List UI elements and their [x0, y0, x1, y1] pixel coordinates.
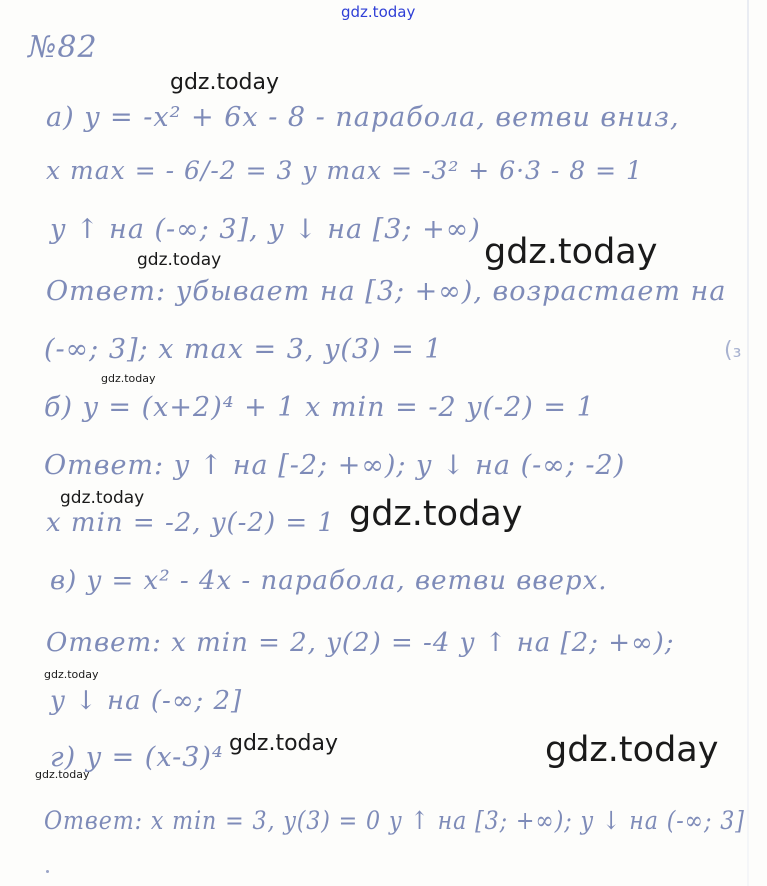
solution-line-3: y ↑ на (-∞; 3], y ↓ на [3; +∞) [50, 214, 481, 245]
pen-dot [46, 870, 49, 873]
watermark: gdz.today [349, 494, 523, 534]
solution-line-1: а) y = -x² + 6x - 8 - парабола, ветви вниз, [46, 102, 680, 133]
watermark: gdz.today [545, 730, 719, 770]
solution-line-12: г) y = (x-3)⁴ [50, 742, 224, 773]
solution-line-5: (-∞; 3]; x max = 3, y(3) = 1 [44, 334, 443, 365]
margin-mark: (₃ [724, 338, 742, 363]
watermark: gdz.today [35, 768, 90, 781]
solution-line-10: Ответ: x min = 2, y(2) = -4 y ↑ на [2; +∞); [46, 628, 675, 658]
solution-line-13: Ответ: x min = 3, y(3) = 0 y ↑ на [3; +∞); y ↓ на (-∞; 3] [44, 806, 745, 835]
solution-line-11: y ↓ на (-∞; 2] [50, 686, 243, 716]
header-watermark: gdz.today [341, 3, 416, 21]
page-edge [747, 0, 749, 886]
problem-number: №82 [28, 30, 98, 65]
solution-line-4: Ответ: убывает на [3; +∞), возрастает на [46, 276, 727, 307]
watermark: gdz.today [137, 250, 222, 270]
solution-line-6: б) y = (x+2)⁴ + 1 x min = -2 y(-2) = 1 [44, 392, 595, 423]
solution-line-8: x min = -2, y(-2) = 1 [46, 508, 335, 538]
watermark: gdz.today [60, 488, 145, 508]
solution-line-9: в) y = x² - 4x - парабола, ветви вверх. [50, 566, 608, 596]
solution-line-7: Ответ: y ↑ на [-2; +∞); y ↓ на (-∞; -2) [44, 450, 626, 481]
watermark: gdz.today [44, 668, 99, 681]
watermark: gdz.today [101, 372, 156, 385]
watermark: gdz.today [170, 70, 280, 95]
solution-line-2: x max = - 6/-2 = 3 y max = -3² + 6·3 - 8 = 1 [46, 156, 643, 185]
watermark: gdz.today [484, 232, 658, 272]
watermark: gdz.today [229, 731, 339, 756]
